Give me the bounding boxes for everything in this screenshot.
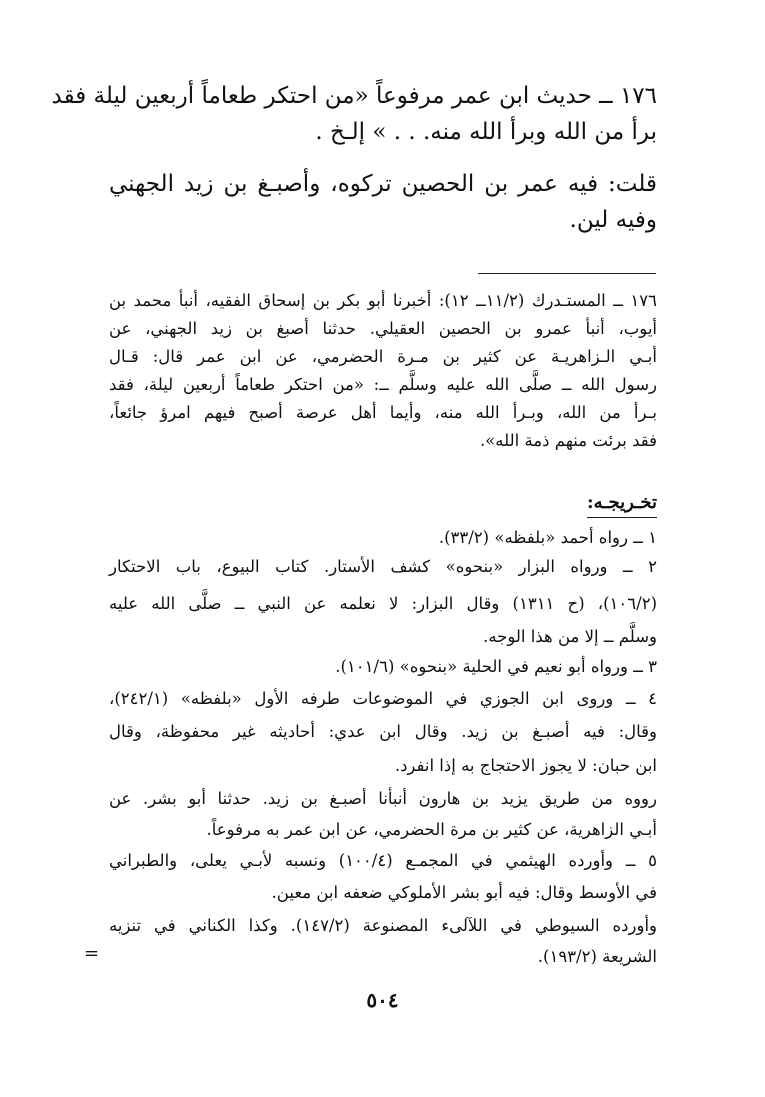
takhrij-line: ٢ ــ ورواه البزار «بنحوه» كشف الأستار. كتاب البيوع، باب الاحتكار	[109, 557, 657, 576]
takhrij-line: ابن حبان: لا يجوز الاحتجاج به إذا انفرد.	[394, 756, 657, 775]
takhrij-line: في الأوسط وقال: فيه أبو بشر الأملوكي ضعفه ابن معين.	[271, 883, 657, 902]
takhrij-line: وسلَّم ــ إلا من هذا الوجه.	[483, 627, 657, 646]
main-entry-line: ١٧٦ ــ حديث ابن عمر مرفوعاً «من احتكر طعاماً أربعين ليلة فقد	[51, 83, 657, 109]
footnote-separator	[478, 273, 656, 274]
takhrij-line: (١٠٦/٢)، (ح ١٣١١) وقال البزار: لا نعلمه عن النبي ــ صلَّى الله عليه	[109, 594, 657, 613]
takhrij-line: ٤ ــ وروى ابن الجوزي في الموضوعات طرفه الأول «بلفظه» (٢٤٢/١)،	[109, 689, 657, 708]
takhrij-heading: تخـريجـه:	[587, 490, 657, 518]
footnote-line: أيوب، أنبأ عمرو بن الحصين العقيلي. حدثنا أصبغ بن زيد الجهني، عن	[109, 319, 657, 338]
page-number: ٥٠٤	[366, 988, 399, 1012]
footnote-line: بـرأ من الله، وبـرأ الله منه، وأيما أهل عرصة أصبح فيهم امرؤ جائعاً،	[109, 403, 657, 422]
continuation-mark: =	[84, 943, 100, 964]
main-entry-line: برأ من الله وبرأ الله منه. . . » إلـخ .	[315, 119, 657, 145]
takhrij-line: رووه من طريق يزيد بن هارون أنبأنا أصبـغ بن زيد. حدثنا أبو بشر. عن	[109, 789, 657, 808]
footnote-line: ١٧٦ ــ المستـدرك (١١/٢ــ ١٢): أخبرنا أبو بكر بن إسحاق الفقيه، أنبأ محمد بن	[109, 291, 657, 310]
takhrij-line: وأورده السيوطي في اللآلىء المصنوعة (١٤٧/٢). وكذا الكناني في تنزيه	[109, 916, 657, 935]
footnote-line: فقد برئت منهم ذمة الله».	[479, 431, 657, 450]
footnote-line: رسول الله ــ صلَّى الله عليه وسلَّم ــ: «من احتكر طعاماً أربعين ليلة، فقد	[109, 375, 657, 394]
takhrij-line: ٥ ــ وأورده الهيثمي في المجمـع (١٠٠/٤) ونسبه لأبـي يعلى، والطبراني	[109, 851, 657, 870]
takhrij-line: أبـي الزاهرية، عن كثير بن مرة الحضرمي، عن ابن عمر به مرفوعاً.	[206, 820, 657, 839]
main-entry-comment-line: وفيه لين.	[569, 207, 657, 233]
takhrij-line: الشريعة (١٩٣/٢).	[537, 947, 657, 966]
takhrij-line: وقال: فيه أصبـغ بن زيد. وقال ابن عدي: أحاديثه غير محفوظة، وقال	[109, 722, 657, 741]
takhrij-line: ١ ــ رواه أحمد «بلفظه» (٣٣/٢).	[438, 528, 657, 547]
footnote-line: أبـي الـزاهريـة عن كثير بن مـرة الحضرمي، عن ابن عمر قال: قـال	[109, 347, 657, 366]
takhrij-line: ٣ ــ ورواه أبو نعيم في الحلية «بنحوه» (١٠١/٦).	[335, 657, 657, 676]
main-entry-comment-line: قلت: فيه عمر بن الحصين تركوه، وأصبـغ بن زيد الجهني	[109, 171, 657, 197]
